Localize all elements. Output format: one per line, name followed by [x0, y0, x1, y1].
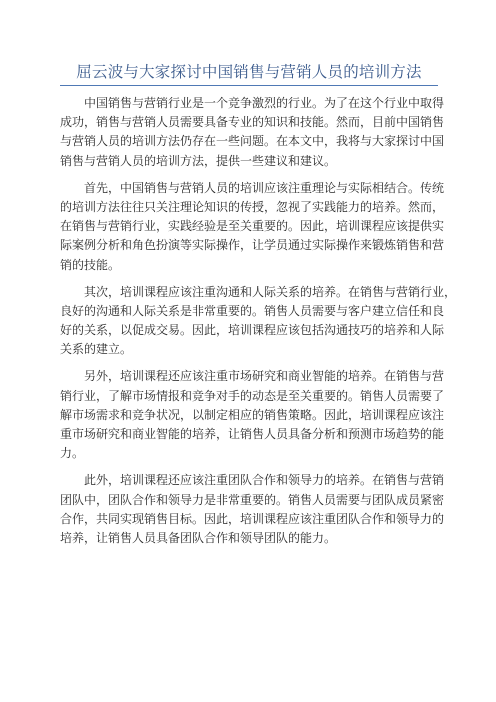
paragraph-line: 在销售与营销行业，实践经验是至关重要的。因此，培训课程应该提供实	[60, 219, 445, 234]
paragraph-line: 与营销人员的培训方法仍存在一些问题。在本文中，我将与大家探讨中国	[60, 134, 445, 149]
paragraph-line: 的培训方法往往只关注理论知识的传授，忽视了实践能力的培养。然而，	[60, 199, 445, 214]
document-body	[60, 94, 457, 556]
paragraph-line: 中国销售与营销行业是一个竞争激烈的行业。为了在这个行业中取得	[84, 96, 445, 110]
paragraph-line: 解市场需求和竞争状况，以制定相应的销售策略。因此，培训课程应该注	[60, 407, 445, 422]
paragraph-line: 销售与营销人员的培训方法，提供一些建议和建议。	[60, 153, 337, 168]
paragraph-3	[60, 283, 457, 360]
paragraph-4	[60, 367, 445, 463]
paragraph-line: 团队中，团队合作和领导力是非常重要的。销售人员需要与团队成员紧密	[60, 492, 445, 507]
paragraph-line: 合作，共同实现销售目标。因此，培训课程应该注重团队合作和领导力的	[60, 511, 445, 526]
paragraph-line: 培养，让销售人员具备团队合作和领导团队的能力。	[60, 530, 337, 545]
paragraph-line: 力。	[60, 446, 85, 461]
title-underline	[60, 85, 438, 86]
paragraph-5	[60, 471, 445, 548]
paragraph-line: 好的关系，以促成交易。因此，培训课程应该包括沟通技巧的培养和人际	[60, 323, 445, 338]
paragraph-line: 另外，培训课程还应该注重市场研究和商业智能的培养。在销售与营	[84, 369, 445, 384]
paragraph-line: 此外，培训课程还应该注重团队合作和领导力的培养。在销售与营销	[84, 473, 445, 488]
paragraph-line: 销的技能。	[60, 257, 121, 272]
paragraph-line: 销行业，了解市场情报和竞争对手的动态是至关重要的。销售人员需要了	[60, 388, 445, 403]
paragraph-line: 成功，销售与营销人员需要具备专业的知识和技能。然而，目前中国销售	[60, 115, 445, 130]
paragraph-line: 关系的建立。	[60, 342, 133, 357]
paragraph-line: 首先，中国销售与营销人员的培训应该注重理论与实际相结合。传统	[84, 180, 445, 195]
paragraph-1	[60, 94, 445, 171]
paragraph-2	[60, 179, 445, 275]
paragraph-line: 重市场研究和商业智能的培养，让销售人员具备分析和预测市场趋势的能	[60, 427, 445, 441]
paragraph-line: 其次，培训课程应该注重沟通和人际关系的培养。在销售与营销行业，	[84, 284, 457, 299]
paragraph-line: 际案例分析和角色扮演等实际操作，让学员通过实际操作来锻炼销售和营	[60, 238, 445, 253]
document-title: 屈云波与大家探讨中国销售与营销人员的培训方法	[76, 63, 422, 81]
paragraph-line: 良好的沟通和人际关系是非常重要的。销售人员需要与客户建立信任和良	[60, 303, 445, 318]
